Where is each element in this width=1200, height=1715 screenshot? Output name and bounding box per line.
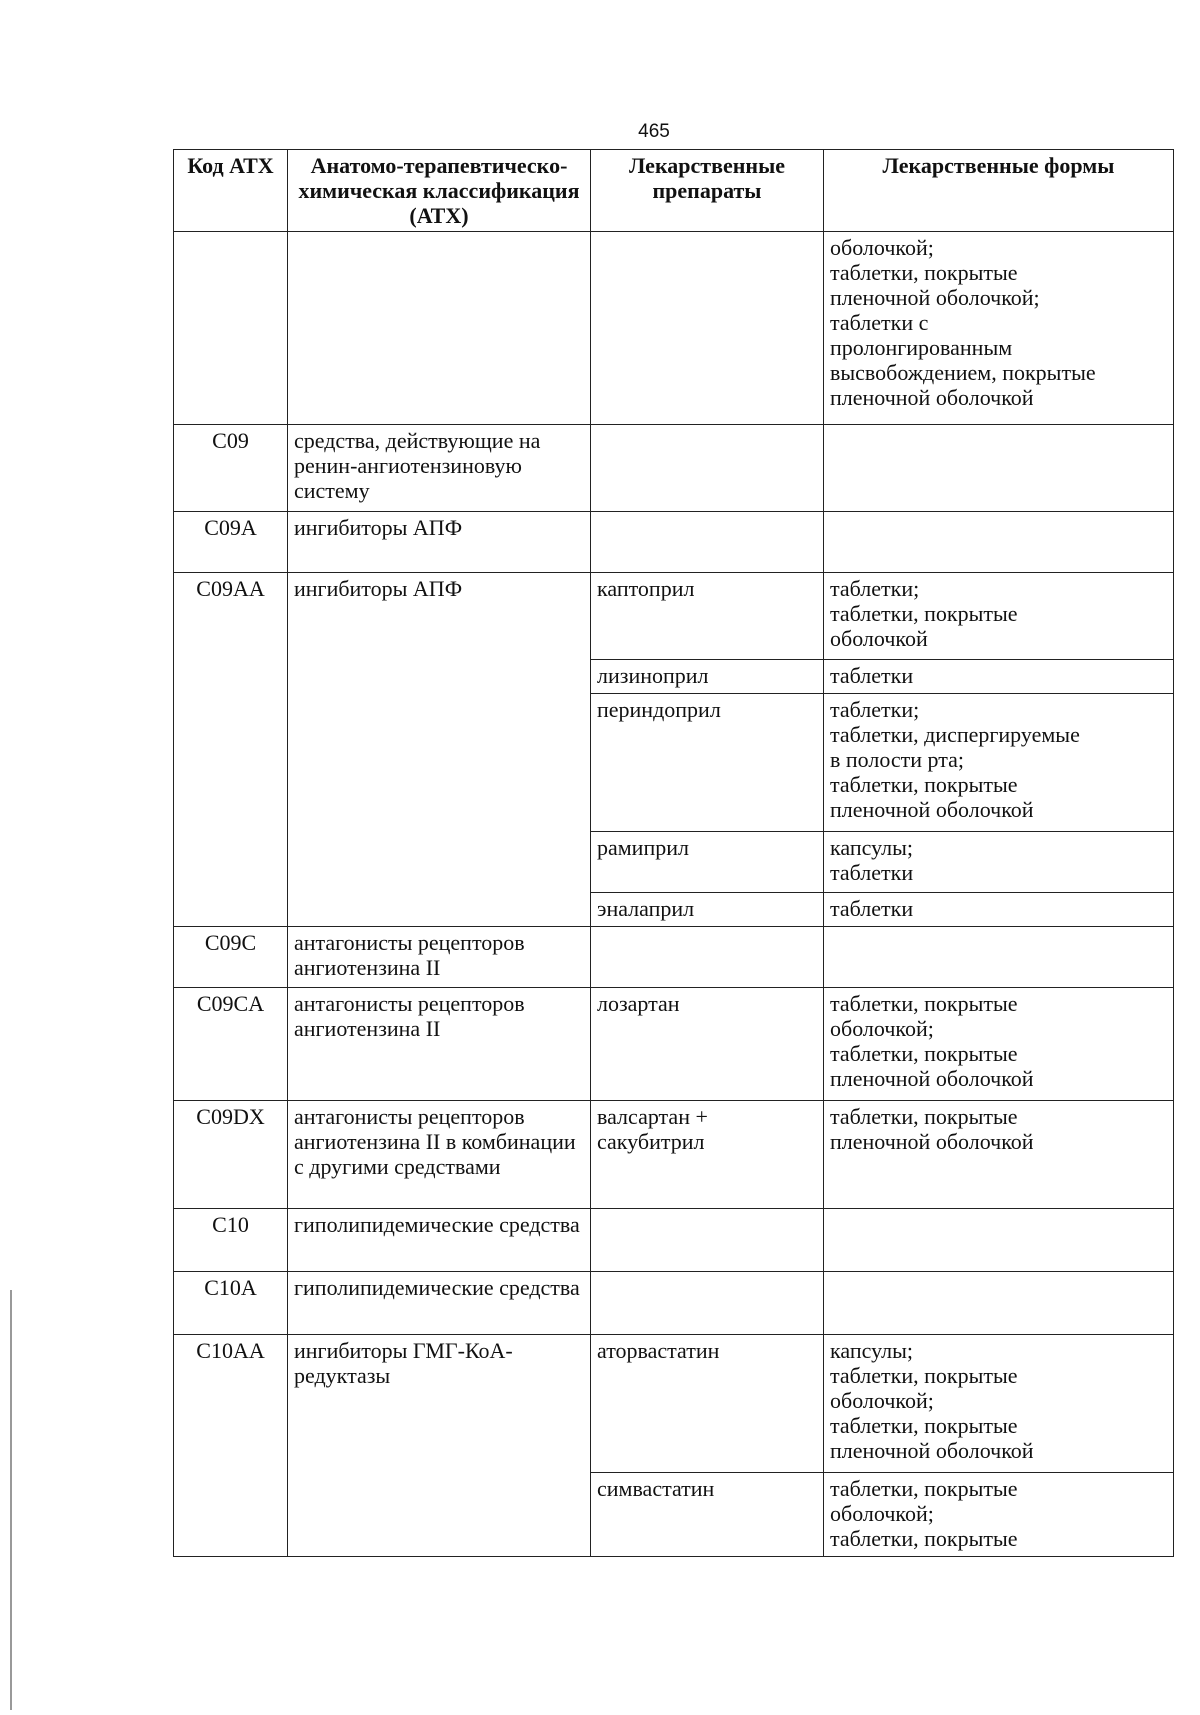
forms-cell bbox=[824, 988, 1174, 1101]
form-line: капсулы; bbox=[830, 1338, 913, 1363]
forms-cell bbox=[824, 1209, 1174, 1272]
drug-cell: рамиприл bbox=[591, 832, 824, 893]
table-cell bbox=[591, 232, 824, 425]
form-line: таблетки bbox=[830, 663, 914, 688]
forms-cell bbox=[824, 1335, 1174, 1473]
form-line: таблетки, покрытые bbox=[830, 991, 1018, 1016]
forms-cell bbox=[824, 927, 1174, 988]
table-row bbox=[174, 1209, 1174, 1272]
form-line: таблетки; bbox=[830, 576, 920, 601]
form-line: пролонгированным bbox=[830, 335, 1013, 360]
table-body bbox=[174, 232, 1174, 1557]
form-line: таблетки, покрытые bbox=[830, 1476, 1018, 1501]
drug-cell: периндоприл bbox=[591, 694, 824, 832]
continuation-forms-cell bbox=[824, 232, 1174, 425]
atx-name-cell: гиполипидемические средства bbox=[288, 1209, 591, 1272]
form-line: таблетки, диспергируемые bbox=[830, 722, 1080, 747]
page-number: 465 bbox=[638, 121, 670, 142]
form-line: оболочкой; bbox=[830, 1388, 934, 1413]
form-line: таблетки, покрытые bbox=[830, 1413, 1018, 1438]
form-line: оболочкой; bbox=[830, 1016, 934, 1041]
drug-cell bbox=[591, 425, 824, 512]
table-cell bbox=[288, 232, 591, 425]
drug-cell bbox=[591, 1272, 824, 1335]
table-row bbox=[174, 988, 1174, 1101]
atx-name-cell: средства, действующие на ренин-ангиотензиновую систему bbox=[288, 425, 591, 512]
atx-name-cell: антагонисты рецепторов ангиотензина II bbox=[288, 988, 591, 1101]
drug-cell: валсартан + сакубитрил bbox=[591, 1101, 824, 1209]
atx-code-cell: C09A bbox=[174, 512, 288, 573]
drug-cell bbox=[591, 1209, 824, 1272]
form-line: капсулы; bbox=[830, 835, 913, 860]
form-line: таблетки, покрытые bbox=[830, 1526, 1018, 1551]
atx-code-cell: C09C bbox=[174, 927, 288, 988]
atx-code-cell: C09CA bbox=[174, 988, 288, 1101]
atx-name-cell: ингибиторы ГМГ-КоА-редуктазы bbox=[288, 1335, 591, 1557]
atx-name-cell: антагонисты рецепторов ангиотензина II bbox=[288, 927, 591, 988]
form-line: оболочкой; bbox=[830, 235, 934, 260]
atx-code-cell: C10A bbox=[174, 1272, 288, 1335]
form-line: таблетки, покрытые bbox=[830, 1041, 1018, 1066]
forms-cell bbox=[824, 832, 1174, 893]
forms-cell bbox=[824, 1473, 1174, 1557]
forms-cell bbox=[824, 660, 1174, 694]
form-line: таблетки bbox=[830, 896, 914, 921]
forms-cell bbox=[824, 694, 1174, 832]
forms-cell bbox=[824, 1101, 1174, 1209]
drug-cell: эналаприл bbox=[591, 893, 824, 927]
drug-cell bbox=[591, 927, 824, 988]
form-line: таблетки, покрытые bbox=[830, 1363, 1018, 1388]
form-line: пленочной оболочкой bbox=[830, 385, 1034, 410]
table-row bbox=[174, 425, 1174, 512]
header-classification: Анатомо-терапевтическо-химическая классификация (АТХ) bbox=[288, 150, 591, 232]
form-line: пленочной оболочкой bbox=[830, 1438, 1034, 1463]
table-cell bbox=[174, 232, 288, 425]
atx-name-cell: ингибиторы АПФ bbox=[288, 512, 591, 573]
forms-cell bbox=[824, 425, 1174, 512]
header-code: Код АТХ bbox=[174, 150, 288, 232]
table-header bbox=[174, 150, 1174, 232]
table-row bbox=[174, 927, 1174, 988]
continuation-row bbox=[174, 232, 1174, 425]
forms-cell bbox=[824, 893, 1174, 927]
form-line: оболочкой bbox=[830, 626, 928, 651]
atx-code-cell: C09 bbox=[174, 425, 288, 512]
form-line: таблетки, покрытые bbox=[830, 260, 1018, 285]
atx-name-cell: гиполипидемические средства bbox=[288, 1272, 591, 1335]
drug-cell: каптоприл bbox=[591, 573, 824, 660]
atx-table bbox=[173, 149, 1174, 1557]
drug-cell: аторвастатин bbox=[591, 1335, 824, 1473]
form-line: пленочной оболочкой; bbox=[830, 285, 1040, 310]
form-line: таблетки, покрытые bbox=[830, 772, 1018, 797]
forms-cell bbox=[824, 512, 1174, 573]
forms-cell bbox=[824, 1272, 1174, 1335]
form-line: таблетки, покрытые bbox=[830, 1104, 1018, 1129]
form-line: пленочной оболочкой bbox=[830, 797, 1034, 822]
atx-code-cell: C10AA bbox=[174, 1335, 288, 1557]
form-line: таблетки bbox=[830, 860, 914, 885]
form-line: таблетки, покрытые bbox=[830, 601, 1018, 626]
table-row bbox=[174, 512, 1174, 573]
drug-cell: симвастатин bbox=[591, 1473, 824, 1557]
form-line: высвобождением, покрытые bbox=[830, 360, 1096, 385]
header-row bbox=[174, 150, 1174, 232]
header-drugs: Лекарственные препараты bbox=[591, 150, 824, 232]
drug-cell: лозартан bbox=[591, 988, 824, 1101]
atx-code-cell: C10 bbox=[174, 1209, 288, 1272]
table-row bbox=[174, 1272, 1174, 1335]
table-row bbox=[174, 1335, 1174, 1473]
atx-code-cell: C09DX bbox=[174, 1101, 288, 1209]
forms-cell bbox=[824, 573, 1174, 660]
scan-margin-line bbox=[10, 1290, 12, 1710]
form-line: пленочной оболочкой bbox=[830, 1066, 1034, 1091]
form-line: оболочкой; bbox=[830, 1501, 934, 1526]
form-line: в полости рта; bbox=[830, 747, 965, 772]
header-forms: Лекарственные формы bbox=[824, 150, 1174, 232]
drug-cell: лизиноприл bbox=[591, 660, 824, 694]
table-row bbox=[174, 573, 1174, 660]
form-line: пленочной оболочкой bbox=[830, 1129, 1034, 1154]
atx-name-cell: ингибиторы АПФ bbox=[288, 573, 591, 927]
drug-cell bbox=[591, 512, 824, 573]
form-line: таблетки; bbox=[830, 697, 920, 722]
atx-code-cell: C09AA bbox=[174, 573, 288, 927]
atx-name-cell: антагонисты рецепторов ангиотензина II в комбинации с другими средствами bbox=[288, 1101, 591, 1209]
form-line: таблетки с bbox=[830, 310, 929, 335]
table-row bbox=[174, 1101, 1174, 1209]
